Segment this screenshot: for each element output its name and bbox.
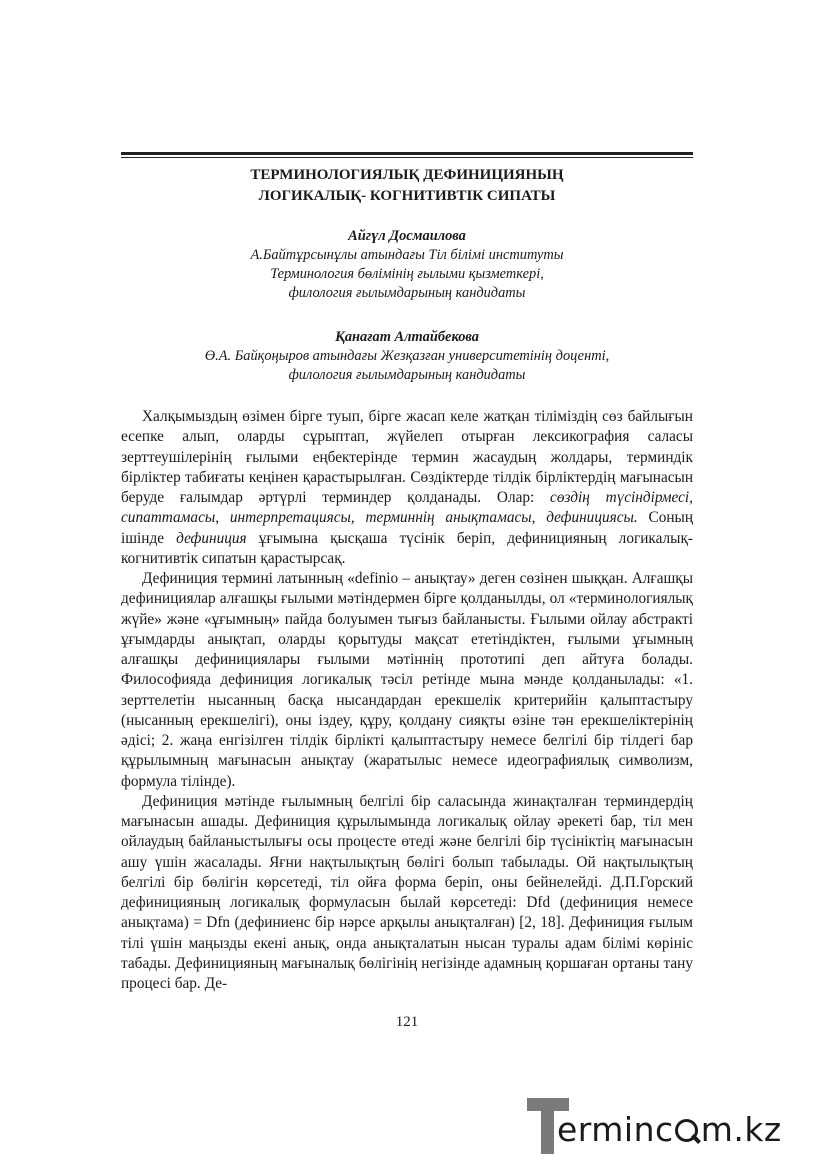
header-rule-thin [121,157,693,158]
logo-text: c [655,1110,674,1149]
author-block-2 [121,328,693,385]
paragraph: Дефиниция термині латынның «definio – анықтау» деген сөзінен шыққан. Алғашқы дефинициялар алғашқы ғылыми мәтіндермен бірге қолданылды, ол «терминологиялық жүйе» және «ұғымның» пайда болуымен тығыз байланысты. Ғылыми ойлау абстракті ұғымдарды анықтап, оларды қорытуды мақсат ететіндіктен, ғылыми ұғымның алғашқы дефинициялары ғылыми мәтіннің прототипі деп айтуға болады. Философияда дефиниция логикалық тәсіл ретінде мына мәнде қолданылады: «1. зерттелетін нысанның басқа нысандардан ерекшелік критерийін қалыптастыру (нысанның ерекшелігі), оны іздеу, құру, қолдану сияқты өзіне тән ерекшеліктерінің әдісі; 2. жаңа енгізілген тілдік бірлікті қалыптастыру немесе белгілі бір тілдегі бар құрылымның мағынасын анықтау (жаратылыс немесе идеографиялық символизм, формула тілінде). [121,570,693,790]
magnifier-icon [674,1119,701,1143]
emphasis-text: дефиниция [176,529,247,547]
article-body [121,407,693,994]
logo-text: ermin [557,1110,656,1149]
author-name: Айгүл Досмаилова [348,228,466,244]
paragraph: Дефиниция мәтінде ғылымның белгілі бір саласында жинақталған терминдердің мағынасын ашады. Дефиниция құрылымында логикалық ойлау әрекеті бар, тіл мен ойлаудың байланыстылығы осы процесте өтеді және белгілі бір түсініктің мағынасын ашу үшін жасалады. Яғни нақтылықтың бөлігі болып табылады. Ой нақтылықтың белгілі бір бөлігін көрсетеді, тіл ойға форма беріп, оны бейнелейді. Д.П.Горский дефиницияның логикалық формуласын былай көрсетеді: Dfd (дефиниция немесе анықтама) = Dfn (дефиниенс бір нәрсе арқылы анықталған) [2, 18]. Дефиниция ғылым тілі үшін маңызды екені анық, онда анықталатын нысан туралы адам білімі көрініс табады. Дефиницияның мағыналық бөлігінің негізінде адамның қоршаған ортаны тану процесі бар. Де- [121,792,693,992]
author-degree: филология ғылымдарының кандидаты [288,367,526,383]
text-run: Халқымыздың өзімен бірге туып, бірге жасап келе жатқан тіліміздің сөз байлығын есепке алып, оларды сұрыптап, жүйелеп отырған лексикография саласы зерттеушілерінің ғылыми еңбектерінде термин жасаудың жолдары, терминдік бірліктер табиғаты кеңінен қарастырылған. Сөздіктерде тілдік бірліктердің мағынасын беруде ғалымдар әртүрлі терминдер қолданады. Олар: [121,408,693,506]
header-rule-thick [121,152,693,155]
logo-text: m.kz [700,1110,782,1149]
author-affiliation: Ө.А. Байқоңыров атындағы Жезқазған университетінің доценті, [204,348,610,364]
author-name: Қанағат Алтайбекова [335,329,479,345]
title-line-1: ТЕРМИНОЛОГИЯЛЫҚ ДЕФИНИЦИЯНЫҢ [250,167,564,183]
title-line-2: ЛОГИКАЛЫҚ- КОГНИТИВТІК СИПАТЫ [258,188,556,204]
page-number: 121 [395,1014,419,1030]
termincom-logo [527,1098,817,1158]
logo-wordmark [557,1110,782,1149]
author-affiliation: А.Байтұрсынұлы атындағы Тіл білімі институты [250,247,564,263]
emphasis-text: сөздің түсіндірмесі, сипаттамасы, интерпретациясы, терминнің анықтамасы, дефинициясы. [121,489,693,527]
article-title [121,165,693,207]
text-run: Соның ішінде [121,509,694,547]
text-run: ұғымына қысқаша түсінік беріп, дефиницияның логикалық-когнитивтік сипатын қарастырсақ. [121,529,693,567]
paragraph [121,407,693,569]
logo-t-stem [541,1098,554,1154]
author-position: Терминология бөлімінің ғылыми қызметкері, [270,266,544,282]
author-block-1 [121,227,693,303]
author-degree: филология ғылымдарының кандидаты [288,285,526,301]
